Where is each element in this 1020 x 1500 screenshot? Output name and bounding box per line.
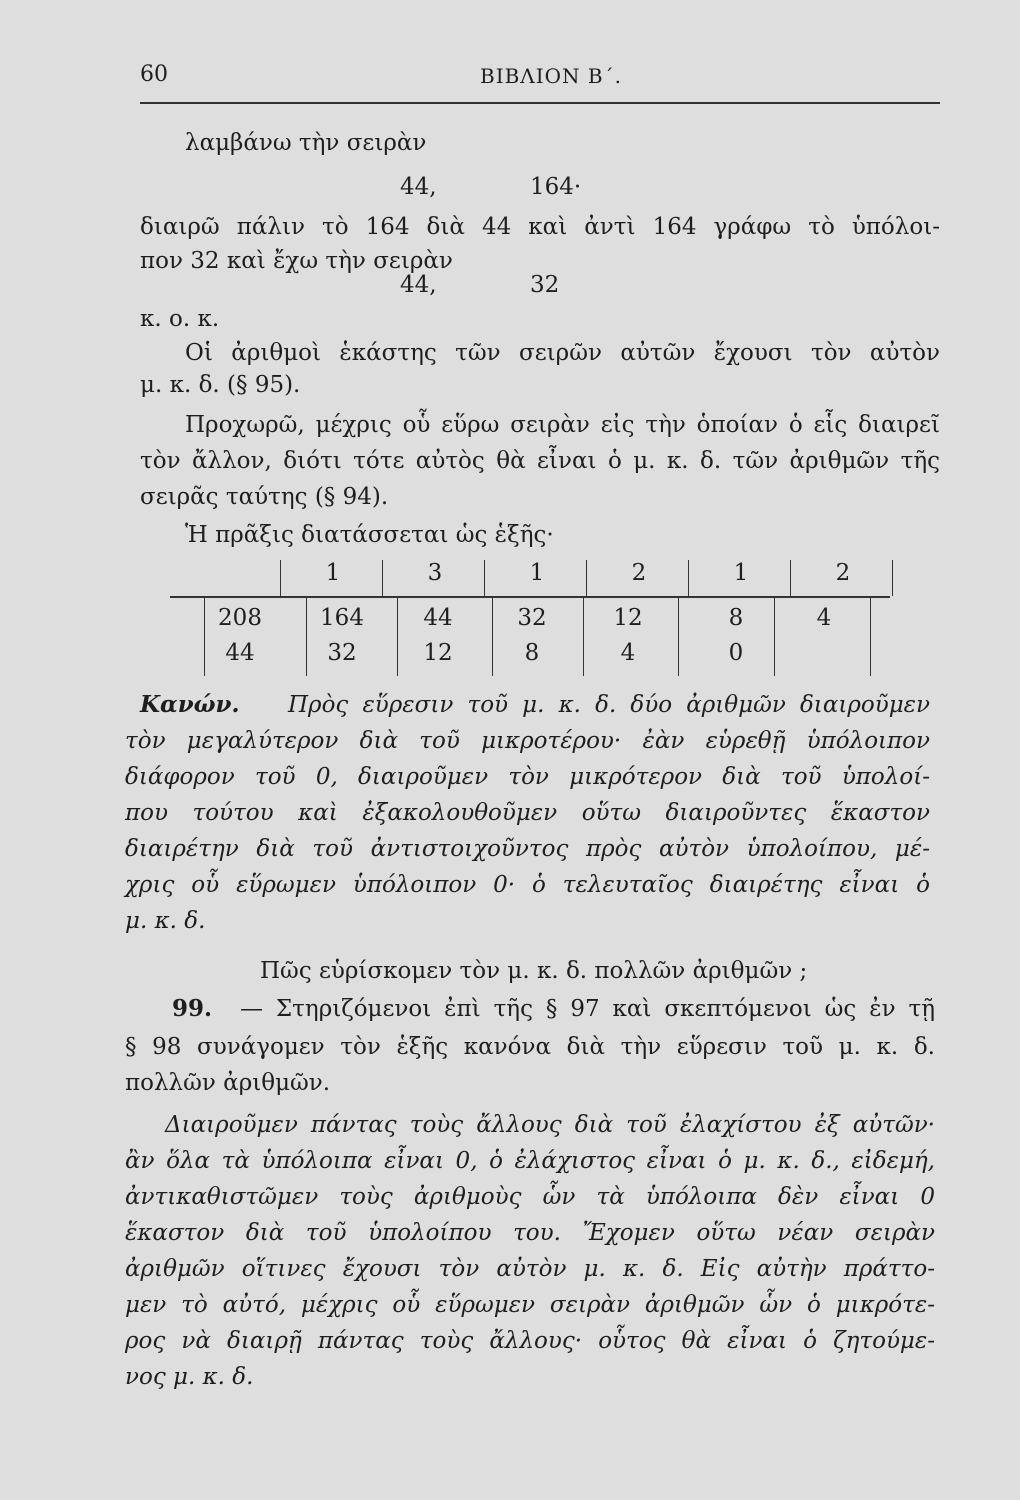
text-line: τὸν ἄλλον, διότι τότε αὐτὸς θὰ εἶναι ὁ μ. κ. δ. τῶν ἀριθμῶν τῆς	[140, 448, 940, 474]
dividend-cell: 12	[613, 605, 643, 631]
table-divider	[790, 560, 791, 596]
sequence-value: 164·	[530, 174, 582, 200]
table-divider	[382, 560, 383, 596]
text-line: διαιρῶ πάλιν τὸ 164 διὰ 44 καὶ ἀντὶ 164 γράφω τὸ ὑπόλοι-	[140, 214, 940, 240]
section-number: 99.	[172, 995, 213, 1022]
rule-label: Κανών.	[140, 691, 240, 718]
division-table	[170, 560, 910, 680]
rule-line: χρις οὗ εὕρωμεν ὑπόλοιπον 0· ὁ τελευταῖος διαιρέτης εἶναι ὁ	[125, 872, 930, 898]
table-divider	[397, 598, 398, 676]
text-line: μ. κ. δ. (§ 95).	[140, 372, 301, 398]
rule2-line: ἕκαστον διὰ τοῦ ὑπολοίπου του. Ἔχομεν οὕτω νέαν σειρὰν	[125, 1220, 935, 1246]
dividend-cell: 208	[218, 605, 262, 631]
remainder-cell: 44	[225, 640, 255, 666]
text-line: Οἱ ἀριθμοὶ ἑκάστης τῶν σειρῶν αὐτῶν ἔχουσι τὸν αὐτὸν	[185, 340, 940, 366]
table-divider	[688, 560, 689, 596]
rule-line: διαιρέτην διὰ τοῦ ἀντιστοιχοῦντος πρὸς αὐτὸν ὑπολοίπου, μέ-	[125, 836, 930, 862]
dividend-cell: 44	[423, 605, 453, 631]
text-line: λαμβάνω τὴν σειρὰν	[185, 130, 427, 156]
table-divider	[484, 560, 485, 596]
quotient-cell: 2	[835, 560, 851, 586]
rule2-line: ἀριθμῶν οἵτινες ἔχουσι τὸν αὐτὸν μ. κ. δ. Εἰς αὐτὴν πράττο-	[125, 1256, 935, 1282]
dividend-cell: 4	[816, 605, 832, 631]
page-number: 60	[140, 62, 168, 87]
section-question: Πῶς εὑρίσκομεν τὸν μ. κ. δ. πολλῶν ἀριθμῶν ;	[260, 958, 808, 984]
sequence-value: 44,	[400, 272, 437, 298]
rule-line: τὸν μεγαλύτερον διὰ τοῦ μικροτέρου· ἐὰν εὑρεθῇ ὑπόλοιπον	[125, 728, 930, 754]
page-header	[140, 62, 940, 104]
remainder-cell: 8	[524, 640, 540, 666]
table-rule	[170, 596, 890, 598]
dividend-cell: 32	[517, 605, 547, 631]
remainder-cell: 12	[423, 640, 453, 666]
table-divider	[492, 598, 493, 676]
table-divider	[583, 598, 584, 676]
rule2-line: μεν τὸ αὐτό, μέχρις οὗ εὕρωμεν σειρὰν ἀριθμῶν ὧν ὁ μικρότε-	[125, 1292, 935, 1318]
table-divider	[280, 560, 281, 596]
section-line: — Στηριζόμενοι ἐπὶ τῆς § 97 καὶ σκεπτόμενοι ὡς ἐν τῇ	[240, 996, 935, 1022]
rule2-line: Διαιροῦμεν πάντας τοὺς ἄλλους διὰ τοῦ ἐλαχίστου ἐξ αὐτῶν·	[165, 1112, 935, 1138]
dividend-cell: 164	[320, 605, 364, 631]
rule-line: μ. κ. δ.	[125, 908, 206, 934]
quotient-cell: 2	[631, 560, 647, 586]
table-divider	[870, 598, 871, 676]
text-line: Προχωρῶ, μέχρις οὗ εὕρω σειρὰν εἰς τὴν ὁποίαν ὁ εἷς διαιρεῖ	[185, 412, 940, 438]
rule2-line: ρος νὰ διαιρῇ πάντας τοὺς ἄλλους· οὗτος θὰ εἶναι ὁ ζητούμε-	[125, 1328, 935, 1354]
dividend-cell: 8	[728, 605, 744, 631]
sequence-value: 44,	[400, 174, 437, 200]
table-divider	[586, 560, 587, 596]
rule-line: διάφορον τοῦ 0, διαιροῦμεν τὸν μικρότερον διὰ τοῦ ὑπολοί-	[125, 764, 930, 790]
remainder-cell: 0	[728, 640, 744, 666]
quotient-cell: 3	[427, 560, 443, 586]
rule2-line: νος μ. κ. δ.	[125, 1364, 254, 1390]
text-line: πον 32 καὶ ἔχω τὴν σειρὰν	[140, 248, 453, 274]
running-title: ΒΙΒΛΙΟΝ Β΄.	[480, 64, 622, 88]
text-line: Ἡ πρᾶξις διατάσσεται ὡς ἑξῆς·	[185, 522, 554, 548]
section-line: § 98 συνάγομεν τὸν ἑξῆς κανόνα διὰ τὴν εὕρεσιν τοῦ μ. κ. δ.	[125, 1034, 935, 1060]
rule2-line: ἂν ὅλα τὰ ὑπόλοιπα εἶναι 0, ὁ ἐλάχιστος εἶναι ὁ μ. κ. δ., εἰδεμή,	[125, 1148, 935, 1174]
quotient-cell: 1	[529, 560, 545, 586]
text-line: σειρᾶς ταύτης (§ 94).	[140, 484, 389, 510]
quotient-cell: 1	[325, 560, 341, 586]
rule-line: που τούτου καὶ ἐξακολουθοῦμεν οὕτω διαιροῦντες ἕκαστον	[125, 800, 930, 826]
section-line: πολλῶν ἀριθμῶν.	[125, 1070, 331, 1096]
table-divider	[306, 598, 307, 676]
table-divider	[678, 598, 679, 676]
text-line: κ. ο. κ.	[140, 306, 220, 332]
rule-line: Πρὸς εὕρεσιν τοῦ μ. κ. δ. δύο ἀριθμῶν διαιροῦμεν	[288, 692, 930, 718]
quotient-cell: 1	[733, 560, 749, 586]
remainder-cell: 4	[620, 640, 636, 666]
table-divider	[892, 560, 893, 596]
table-divider	[774, 598, 775, 676]
sequence-value: 32	[530, 272, 560, 298]
table-divider	[204, 598, 205, 676]
rule2-line: ἀντικαθιστῶμεν τοὺς ἀριθμοὺς ὧν τὰ ὑπόλοιπα δὲν εἶναι 0	[125, 1184, 935, 1210]
remainder-cell: 32	[327, 640, 357, 666]
